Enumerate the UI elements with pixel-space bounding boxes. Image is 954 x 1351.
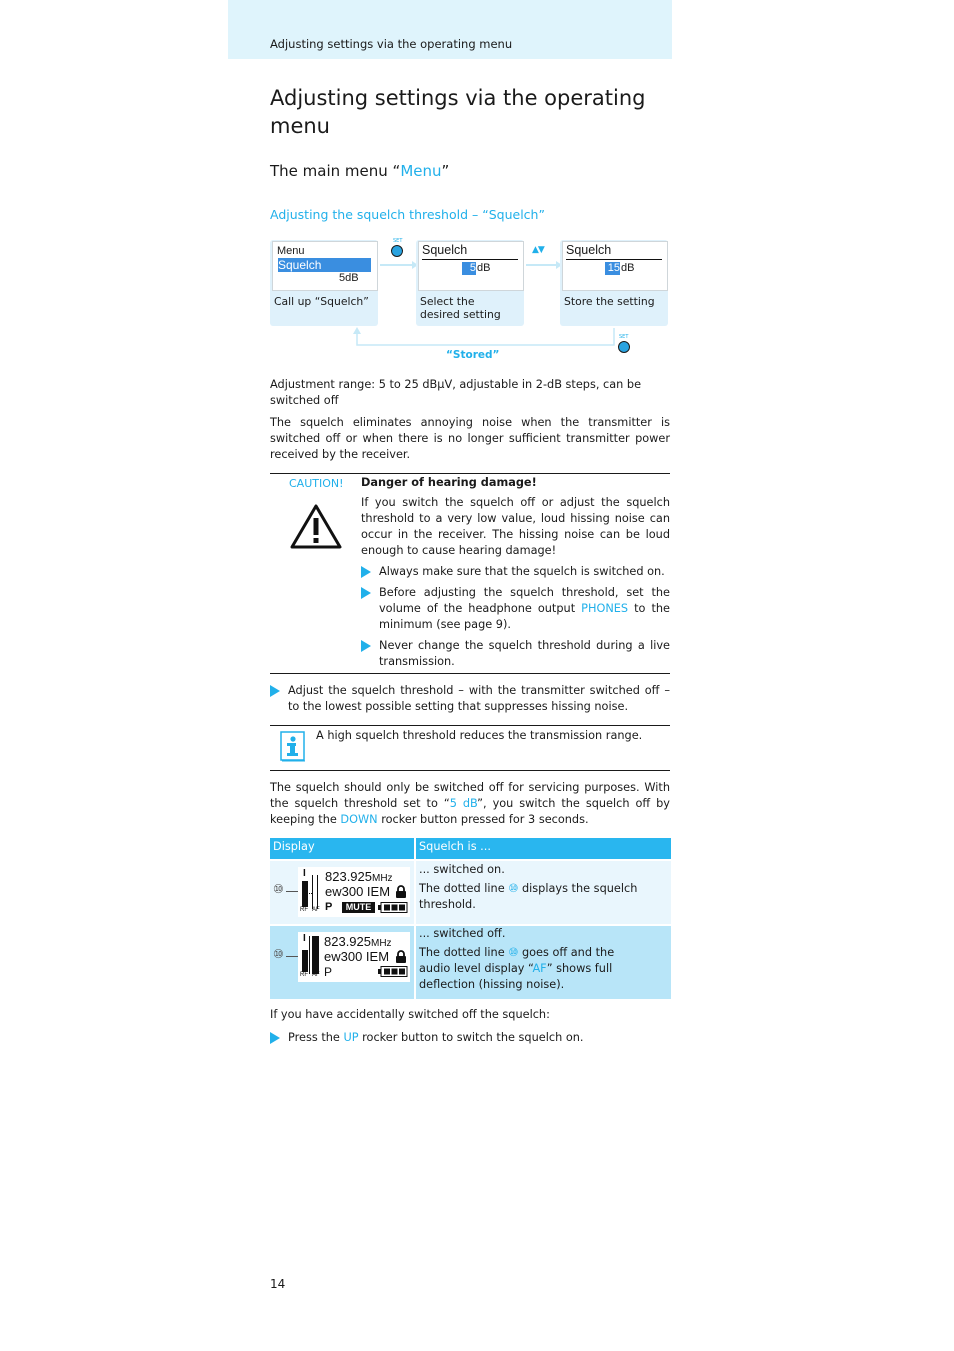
frequency (325, 869, 393, 884)
bullet-triangle-icon (270, 685, 280, 697)
frequency-value: 823.925 (325, 869, 372, 884)
arrow-right-icon (524, 260, 562, 270)
display-squelch-off (298, 932, 410, 982)
menu-word: Menu (400, 162, 442, 180)
row2-desc-mid: goes off and the audio level display “ (419, 946, 615, 975)
press-post: rocker button to switch the squelch on. (358, 1031, 584, 1044)
row2-desc-post: ” shows full deflection (hissing noise). (419, 962, 613, 991)
lcd-squelch-value: 5 (462, 262, 476, 275)
bullet-triangle-icon (361, 640, 371, 652)
row1-description (419, 881, 649, 913)
rf-label: RF (300, 907, 308, 913)
page-number: 14 (270, 1277, 286, 1291)
lock-icon (395, 885, 407, 898)
instruction-adjust: Adjust the squelch threshold – with the transmitter switched off – to the lowest possible setting that suppresses hissing noise. (288, 684, 670, 713)
display-squelch-on (298, 867, 410, 917)
rf-bar (302, 950, 308, 972)
bullet-triangle-icon (270, 1032, 280, 1044)
lcd-squelch-unit: dB (621, 262, 635, 274)
paragraph-squelch: The squelch eliminates annoying noise when the transmitter is switched off or when there is no longer sufficient transmitter power received by the receiver. (270, 416, 670, 461)
lcd-squelch-title: Squelch (422, 243, 468, 257)
para-off-1: The squelch should only be switched off for servicing purposes. With the squelch threshold set to “ (270, 781, 670, 810)
down-button-link: DOWN (340, 813, 378, 826)
table-header-squelch (416, 838, 671, 859)
lcd-step-3 (562, 241, 668, 291)
squelch-dotted-line (309, 893, 312, 895)
device-name: ew300 IEM (325, 884, 391, 899)
para-off-2: ”, you switch the squelch off by keeping the (270, 797, 670, 826)
table-col-squelch: Squelch is ... (419, 840, 491, 853)
rule-bottom-caution (270, 673, 670, 674)
antenna-icon: I (303, 868, 306, 879)
lcd-divider (422, 259, 518, 260)
frequency (324, 934, 392, 949)
arrow-right-icon (378, 260, 418, 270)
lcd-menu-selected: Squelch (278, 258, 371, 272)
af-bar (317, 875, 318, 909)
para-off-3: rocker button pressed for 3 seconds. (377, 813, 589, 826)
callout-10: ⑩ (273, 947, 284, 961)
table-col-display: Display (273, 840, 315, 853)
stored-label: “Stored” (446, 349, 500, 361)
battery-icon (378, 966, 408, 977)
caution-bullet-3: Never change the squelch threshold during a live transmission. (379, 639, 670, 668)
set-button-icon[interactable] (391, 245, 403, 257)
mute-indicator: MUTE (342, 902, 375, 913)
set-label-2: SET (619, 334, 629, 340)
row2-desc-pre: The dotted line (419, 946, 509, 959)
lcd-step-1 (272, 241, 378, 291)
frequency-unit: MHz (372, 873, 393, 884)
paragraph-range: Adjustment range: 5 to 25 dBµV, adjustable in 2-dB steps, can be switched off (270, 378, 642, 407)
af-label: AF (312, 907, 320, 913)
rule-bottom-info (270, 770, 670, 771)
paragraph-squelch-off (270, 780, 670, 828)
callout-ref: ⑩ (508, 946, 519, 959)
stored-return-arrow (350, 326, 620, 348)
af-link: AF (532, 962, 547, 975)
row1-status: ... switched on. (419, 863, 505, 876)
five-db-link: 5 dB (449, 797, 478, 810)
frequency-value: 823.925 (324, 934, 371, 949)
section-heading-prefix: The main menu “ (270, 162, 401, 180)
rf-label: RF (300, 972, 308, 978)
caution-bullet-2-post: to the minimum (see page 9). (379, 602, 671, 631)
row1-desc-post: displays the squelch threshold. (419, 882, 638, 911)
lock-icon (395, 950, 407, 963)
callout-10: ⑩ (273, 882, 284, 896)
step1-caption: Call up “Squelch” (274, 295, 369, 308)
running-head: Adjusting settings via the operating menu (270, 37, 513, 51)
af-bar-divider (309, 936, 310, 974)
bullet-triangle-icon (361, 566, 371, 578)
preset-indicator: P (324, 965, 333, 979)
rf-bar (302, 881, 308, 907)
caution-bullet-2-pre: Before adjusting the squelch threshold, set the volume of the headphone output (379, 586, 670, 615)
lcd-squelch-value: 15 (605, 262, 620, 275)
step3-caption: Store the setting (564, 295, 655, 308)
paragraph-accident: If you have accidentally switched off the squelch: (270, 1008, 550, 1021)
squelch-heading: Adjusting the squelch threshold – “Squelch” (270, 207, 545, 222)
page-title: Adjusting settings via the operating menu (270, 86, 646, 138)
step2-caption (420, 295, 501, 321)
lcd-divider (566, 259, 662, 260)
lcd-menu-value: 5dB (339, 272, 359, 284)
press-pre: Press the (288, 1031, 344, 1044)
caution-bullet-1: Always make sure that the squelch is switched on. (379, 565, 665, 578)
caution-heading: Danger of hearing damage! (361, 476, 537, 489)
warning-triangle-icon (290, 503, 342, 549)
info-icon (278, 730, 308, 764)
af-label: AF (312, 972, 320, 978)
bullet-triangle-icon (361, 587, 371, 599)
preset-indicator: P (325, 901, 333, 913)
lcd-menu-title: Menu (277, 245, 305, 257)
rule-top-info (270, 725, 670, 726)
up-button-link: UP (343, 1031, 359, 1044)
table-header-display (270, 838, 414, 859)
rule-top-caution (270, 473, 670, 474)
caution-text: If you switch the squelch off or adjust the squelch threshold to a very low value, loud hissing noise can occur in the receiver. The hissing noise can be loud enough to cause hearing damage! (361, 496, 670, 557)
lcd-squelch-unit: dB (477, 262, 491, 274)
device-name: ew300 IEM (324, 949, 390, 964)
lcd-squelch-title: Squelch (566, 243, 612, 257)
lcd-step-2 (418, 241, 524, 291)
af-bar-divider (312, 875, 313, 909)
caution-bullet-2 (379, 585, 670, 633)
set-label-1: SET (393, 238, 403, 244)
step2-caption-line1: Select the (420, 295, 475, 308)
af-bar-full (312, 936, 319, 974)
callout-ref: ⑩ (508, 882, 519, 895)
frequency-unit: MHz (371, 938, 392, 949)
battery-icon (378, 902, 408, 913)
instruction-press-up (288, 1030, 670, 1046)
phones-link: PHONES (581, 602, 629, 615)
row2-status: ... switched off. (419, 927, 506, 940)
antenna-icon: I (303, 933, 306, 944)
up-down-arrows-icon[interactable]: ▲▼ (532, 245, 544, 255)
row2-description (419, 945, 649, 993)
step2-caption-line2: desired setting (420, 308, 501, 321)
row1-desc-pre: The dotted line (419, 882, 509, 895)
caution-label: CAUTION! (289, 477, 344, 490)
section-heading (270, 162, 449, 180)
set-button-icon[interactable] (618, 341, 630, 353)
section-heading-suffix: ” (441, 162, 450, 180)
info-note: A high squelch threshold reduces the transmission range. (316, 729, 643, 742)
